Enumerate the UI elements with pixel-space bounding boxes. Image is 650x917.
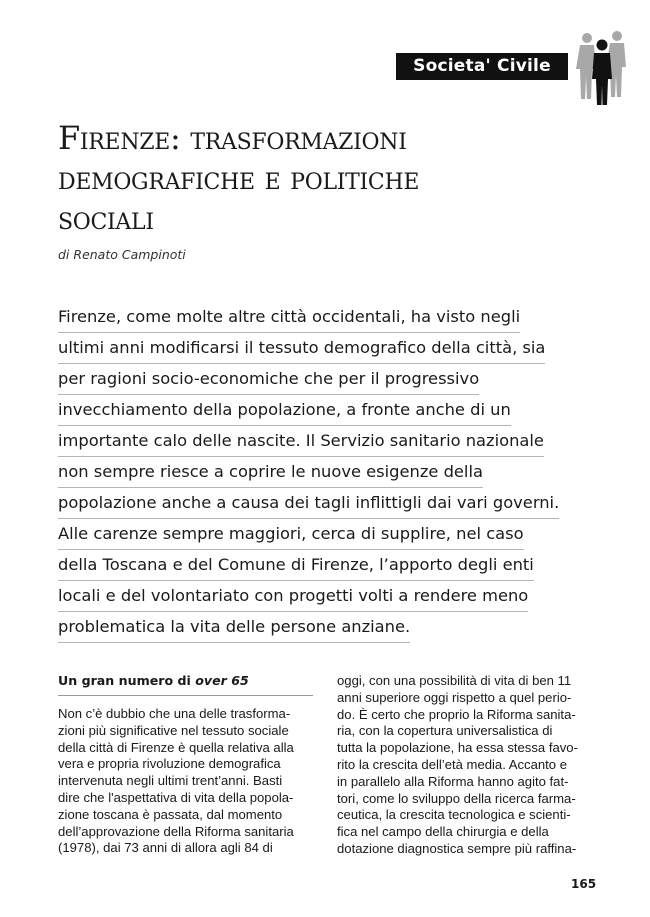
section-badge: Societa' Civile — [396, 53, 568, 80]
body-line: della città di Firenze è quella relativa alla — [58, 739, 294, 755]
body-line: zioni più significative nel tessuto sociale — [58, 722, 289, 738]
lead-line: ultimi anni modificarsi il tessuto demografico della città, sia — [58, 333, 578, 364]
body-line: zione toscana è passata, dal momento — [58, 806, 283, 822]
body-line: dell’approvazione della Riforma sanitaria — [58, 823, 294, 839]
lead-line: per ragioni socio-economiche che per il progressivo — [58, 364, 578, 395]
body-line: in parallelo alla Riforma hanno agito fat- — [337, 773, 569, 789]
lead-line: problematica la vita delle persone anziane. — [58, 612, 578, 643]
lead-paragraph — [58, 302, 578, 643]
body-line: rito la crescita dell’età media. Accanto e — [337, 756, 567, 772]
lead-line: della Toscana e del Comune di Firenze, l’apporto degli enti — [58, 550, 578, 581]
body-line: intervenuta negli ultimi trent’anni. Basti — [58, 773, 283, 789]
page-number: 165 — [571, 877, 597, 891]
title-line: Firenze: trasformazioni — [58, 119, 407, 157]
body-line: tori, come lo sviluppo della ricerca farma- — [337, 790, 576, 806]
byline: di Renato Campinoti — [58, 247, 186, 262]
body-line: fica nel campo della chirurgia e della — [337, 824, 549, 840]
people-group-icon — [574, 28, 630, 106]
lead-line: Firenze, come molte altre città occidentali, ha visto negli — [58, 302, 578, 333]
lead-line: importante calo delle nascite. Il Servizio sanitario nazionale — [58, 426, 578, 457]
body-line: Non c’è dubbio che una delle trasforma- — [58, 706, 291, 721]
article-title — [58, 118, 598, 238]
title-line: demografiche e politiche — [58, 159, 420, 197]
body-line: do. È certo che proprio la Riforma sanita- — [337, 706, 576, 722]
body-line: (1978), dai 73 anni di allora agli 84 di — [58, 840, 273, 856]
lead-line: invecchiamento della popolazione, a fronte anche di un — [58, 395, 578, 426]
body-line: anni superiore oggi rispetto a quel perio- — [337, 689, 572, 705]
left-column — [58, 673, 313, 857]
body-line: ceutica, la crescita tecnologica e scienti- — [337, 807, 571, 823]
body-line: vera e propria rivoluzione demografica — [58, 756, 281, 772]
body-line: tutta la popolazione, ha essa stessa favo- — [337, 740, 578, 756]
body-line: dire che l'aspettativa di vita della popola- — [58, 789, 294, 805]
right-column — [337, 673, 592, 858]
body-line: ria, con la copertura universalistica di — [337, 723, 553, 739]
lead-line: locali e del volontariato con progetti volti a rendere meno — [58, 581, 578, 612]
body-line: dotazione diagnostica sempre più raffina- — [337, 840, 577, 856]
lead-line: Alle carenze sempre maggiori, cerca di supplire, nel caso — [58, 519, 578, 550]
title-line: sociali — [58, 199, 154, 237]
lead-line: popolazione anche a causa dei tagli inflittigli dai vari governi. — [58, 488, 578, 519]
body-line: oggi, con una possibilità di vita di ben 11 — [337, 673, 572, 688]
section-heading: Un gran numero di over 65 — [58, 673, 313, 696]
lead-line: non sempre riesce a coprire le nuove esigenze della — [58, 457, 578, 488]
